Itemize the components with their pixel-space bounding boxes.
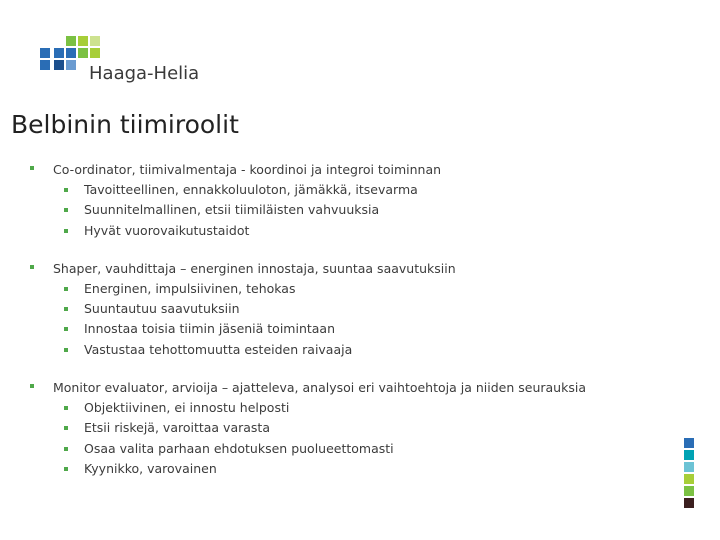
color-bar-block	[684, 462, 694, 472]
square-bullet-icon	[64, 348, 68, 352]
section-list	[30, 160, 690, 479]
square-bullet-icon	[30, 166, 34, 170]
sub-bullet-text: Suunnitelmallinen, etsii tiimiläisten vahvuuksia	[84, 202, 380, 218]
sub-bullet-item	[53, 439, 690, 459]
square-bullet-icon	[30, 265, 34, 269]
sub-bullet-text: Etsii riskejä, varoittaa varasta	[84, 420, 270, 436]
haaga-helia-logo	[40, 36, 210, 86]
sub-bullet-item	[53, 200, 690, 220]
sub-bullet-text: Kyynikko, varovainen	[84, 460, 217, 476]
sub-bullet-text: Energinen, impulsiivinen, tehokas	[84, 280, 296, 296]
sub-bullet-item	[53, 459, 690, 479]
sub-bullet-item	[53, 340, 690, 360]
sub-bullet-list	[53, 398, 690, 479]
square-bullet-icon	[64, 229, 68, 233]
sub-bullet-item	[53, 279, 690, 299]
sub-bullet-item	[53, 221, 690, 241]
color-bar-block	[684, 474, 694, 484]
sub-bullet-text: Objektiivinen, ei innostu helposti	[84, 400, 290, 416]
section-heading-text: Shaper, vauhdittaja – energinen innostaja, suuntaa saavutuksiin	[53, 260, 456, 276]
slide-title: Belbinin tiimiroolit	[11, 110, 239, 139]
sub-bullet-text: Hyvät vuorovaikutustaidot	[84, 222, 250, 238]
side-color-bars	[684, 438, 694, 510]
square-bullet-icon	[64, 406, 68, 410]
square-bullet-icon	[64, 467, 68, 471]
sub-bullet-item	[53, 398, 690, 418]
color-bar-block	[684, 438, 694, 448]
square-bullet-icon	[64, 426, 68, 430]
square-bullet-icon	[64, 327, 68, 331]
slide-content	[30, 160, 690, 497]
section-item	[30, 378, 690, 479]
color-bar-block	[684, 486, 694, 496]
section-heading-text: Monitor evaluator, arvioija – ajatteleva, analysoi eri vaihtoehtoja ja niiden seurauksia	[53, 380, 586, 396]
sub-bullet-text: Osaa valita parhaan ehdotuksen puolueettomasti	[84, 440, 394, 456]
color-bar-block	[684, 450, 694, 460]
square-bullet-icon	[64, 287, 68, 291]
square-bullet-icon	[64, 447, 68, 451]
sub-bullet-text: Tavoitteellinen, ennakkoluuloton, jämäkkä, itsevarma	[84, 182, 418, 197]
sub-bullet-text: Innostaa toisia tiimin jäseniä toimintaan	[84, 321, 336, 337]
section-item	[30, 259, 690, 360]
sub-bullet-list	[53, 180, 690, 241]
sub-bullet-text: Vastustaa tehottomuutta esteiden raivaaja	[84, 341, 353, 357]
section-item	[30, 160, 690, 241]
sub-bullet-list	[53, 279, 690, 360]
square-bullet-icon	[64, 188, 68, 192]
sub-bullet-item	[53, 418, 690, 438]
color-bar-block	[684, 498, 694, 508]
section-heading-text: Co-ordinator, tiimivalmentaja - koordinoi ja integroi toiminnan	[53, 162, 442, 177]
sub-bullet-item	[53, 319, 690, 339]
square-bullet-icon	[64, 208, 68, 212]
logo-wordmark: Haaga-Helia	[89, 63, 200, 84]
sub-bullet-text: Suuntautuu saavutuksiin	[84, 301, 240, 317]
square-bullet-icon	[64, 307, 68, 311]
sub-bullet-item	[53, 299, 690, 319]
sub-bullet-item	[53, 180, 690, 200]
square-bullet-icon	[30, 384, 34, 388]
